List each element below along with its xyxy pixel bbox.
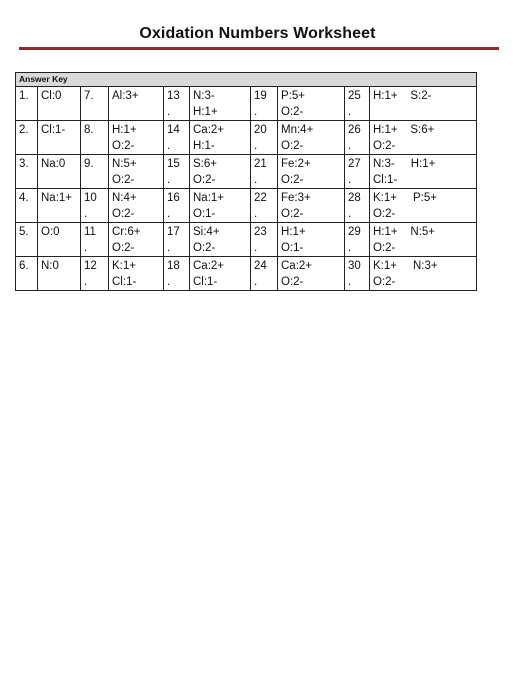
question-number: 22 . bbox=[251, 189, 278, 223]
answer-cell: Si:4+ O:2- bbox=[190, 223, 251, 257]
question-number: 3. bbox=[16, 155, 38, 189]
answer-key-row bbox=[16, 189, 477, 223]
answer-cell: K:1+ Cl:1- bbox=[109, 257, 164, 291]
answer-cell: H:1+ O:2- bbox=[109, 121, 164, 155]
answer-cell: N:0 bbox=[38, 257, 81, 291]
answer-cell: P:5+ O:2- bbox=[278, 87, 345, 121]
answer-cell: Ca:2+ H:1- bbox=[190, 121, 251, 155]
question-number: 20 . bbox=[251, 121, 278, 155]
answer-cell: N:4+ O:2- bbox=[109, 189, 164, 223]
question-number: 1. bbox=[16, 87, 38, 121]
question-number: 24 . bbox=[251, 257, 278, 291]
answer-key-row bbox=[16, 257, 477, 291]
question-number: 10 . bbox=[81, 189, 109, 223]
answer-cell: N:3- H:1+ Cl:1- bbox=[370, 155, 477, 189]
answer-cell: S:6+ O:2- bbox=[190, 155, 251, 189]
question-number: 29 . bbox=[345, 223, 370, 257]
answer-cell: Na:0 bbox=[38, 155, 81, 189]
page-title: Oxidation Numbers Worksheet bbox=[139, 25, 376, 42]
answer-cell: Mn:4+ O:2- bbox=[278, 121, 345, 155]
question-number: 4. bbox=[16, 189, 38, 223]
answer-cell: K:1+ N:3+ O:2- bbox=[370, 257, 477, 291]
question-number: 6. bbox=[16, 257, 38, 291]
answer-cell: Cl:1- bbox=[38, 121, 81, 155]
answer-cell: Cl:0 bbox=[38, 87, 81, 121]
answer-cell: O:0 bbox=[38, 223, 81, 257]
question-number: 18 . bbox=[164, 257, 190, 291]
question-number: 9. bbox=[81, 155, 109, 189]
question-number: 8. bbox=[81, 121, 109, 155]
question-number: 27 . bbox=[345, 155, 370, 189]
answer-cell: Ca:2+ O:2- bbox=[278, 257, 345, 291]
answer-key-row bbox=[16, 121, 477, 155]
answer-cell: Na:1+ O:1- bbox=[190, 189, 251, 223]
question-number: 17 . bbox=[164, 223, 190, 257]
question-number: 7. bbox=[81, 87, 109, 121]
answer-key-row bbox=[16, 155, 477, 189]
answer-cell: Fe:3+ O:2- bbox=[278, 189, 345, 223]
question-number: 14 . bbox=[164, 121, 190, 155]
answer-key-row bbox=[16, 223, 477, 257]
answer-cell: K:1+ P:5+ O:2- bbox=[370, 189, 477, 223]
question-number: 16 . bbox=[164, 189, 190, 223]
question-number: 26 . bbox=[345, 121, 370, 155]
question-number: 19 . bbox=[251, 87, 278, 121]
title-underline bbox=[19, 47, 499, 50]
question-number: 21 . bbox=[251, 155, 278, 189]
answer-cell: Na:1+ bbox=[38, 189, 81, 223]
question-number: 15 . bbox=[164, 155, 190, 189]
answer-key-header: Answer Key bbox=[16, 73, 477, 87]
question-number: 5. bbox=[16, 223, 38, 257]
question-number: 13 . bbox=[164, 87, 190, 121]
answer-cell: H:1+ N:5+ O:2- bbox=[370, 223, 477, 257]
answer-cell: Cr:6+ O:2- bbox=[109, 223, 164, 257]
answer-cell: N:5+ O:2- bbox=[109, 155, 164, 189]
answer-cell: Fe:2+ O:2- bbox=[278, 155, 345, 189]
answer-cell: Al:3+ bbox=[109, 87, 164, 121]
question-number: 28 . bbox=[345, 189, 370, 223]
answer-cell: N:3- H:1+ bbox=[190, 87, 251, 121]
question-number: 25 . bbox=[345, 87, 370, 121]
question-number: 11 . bbox=[81, 223, 109, 257]
question-number: 23 . bbox=[251, 223, 278, 257]
answer-key-table bbox=[15, 72, 477, 291]
answer-cell: H:1+ S:6+ O:2- bbox=[370, 121, 477, 155]
answer-cell: Ca:2+ Cl:1- bbox=[190, 257, 251, 291]
question-number: 12 . bbox=[81, 257, 109, 291]
answer-cell: H:1+ S:2- bbox=[370, 87, 477, 121]
question-number: 2. bbox=[16, 121, 38, 155]
question-number: 30 . bbox=[345, 257, 370, 291]
answer-cell: H:1+ O:1- bbox=[278, 223, 345, 257]
answer-key-row bbox=[16, 87, 477, 121]
